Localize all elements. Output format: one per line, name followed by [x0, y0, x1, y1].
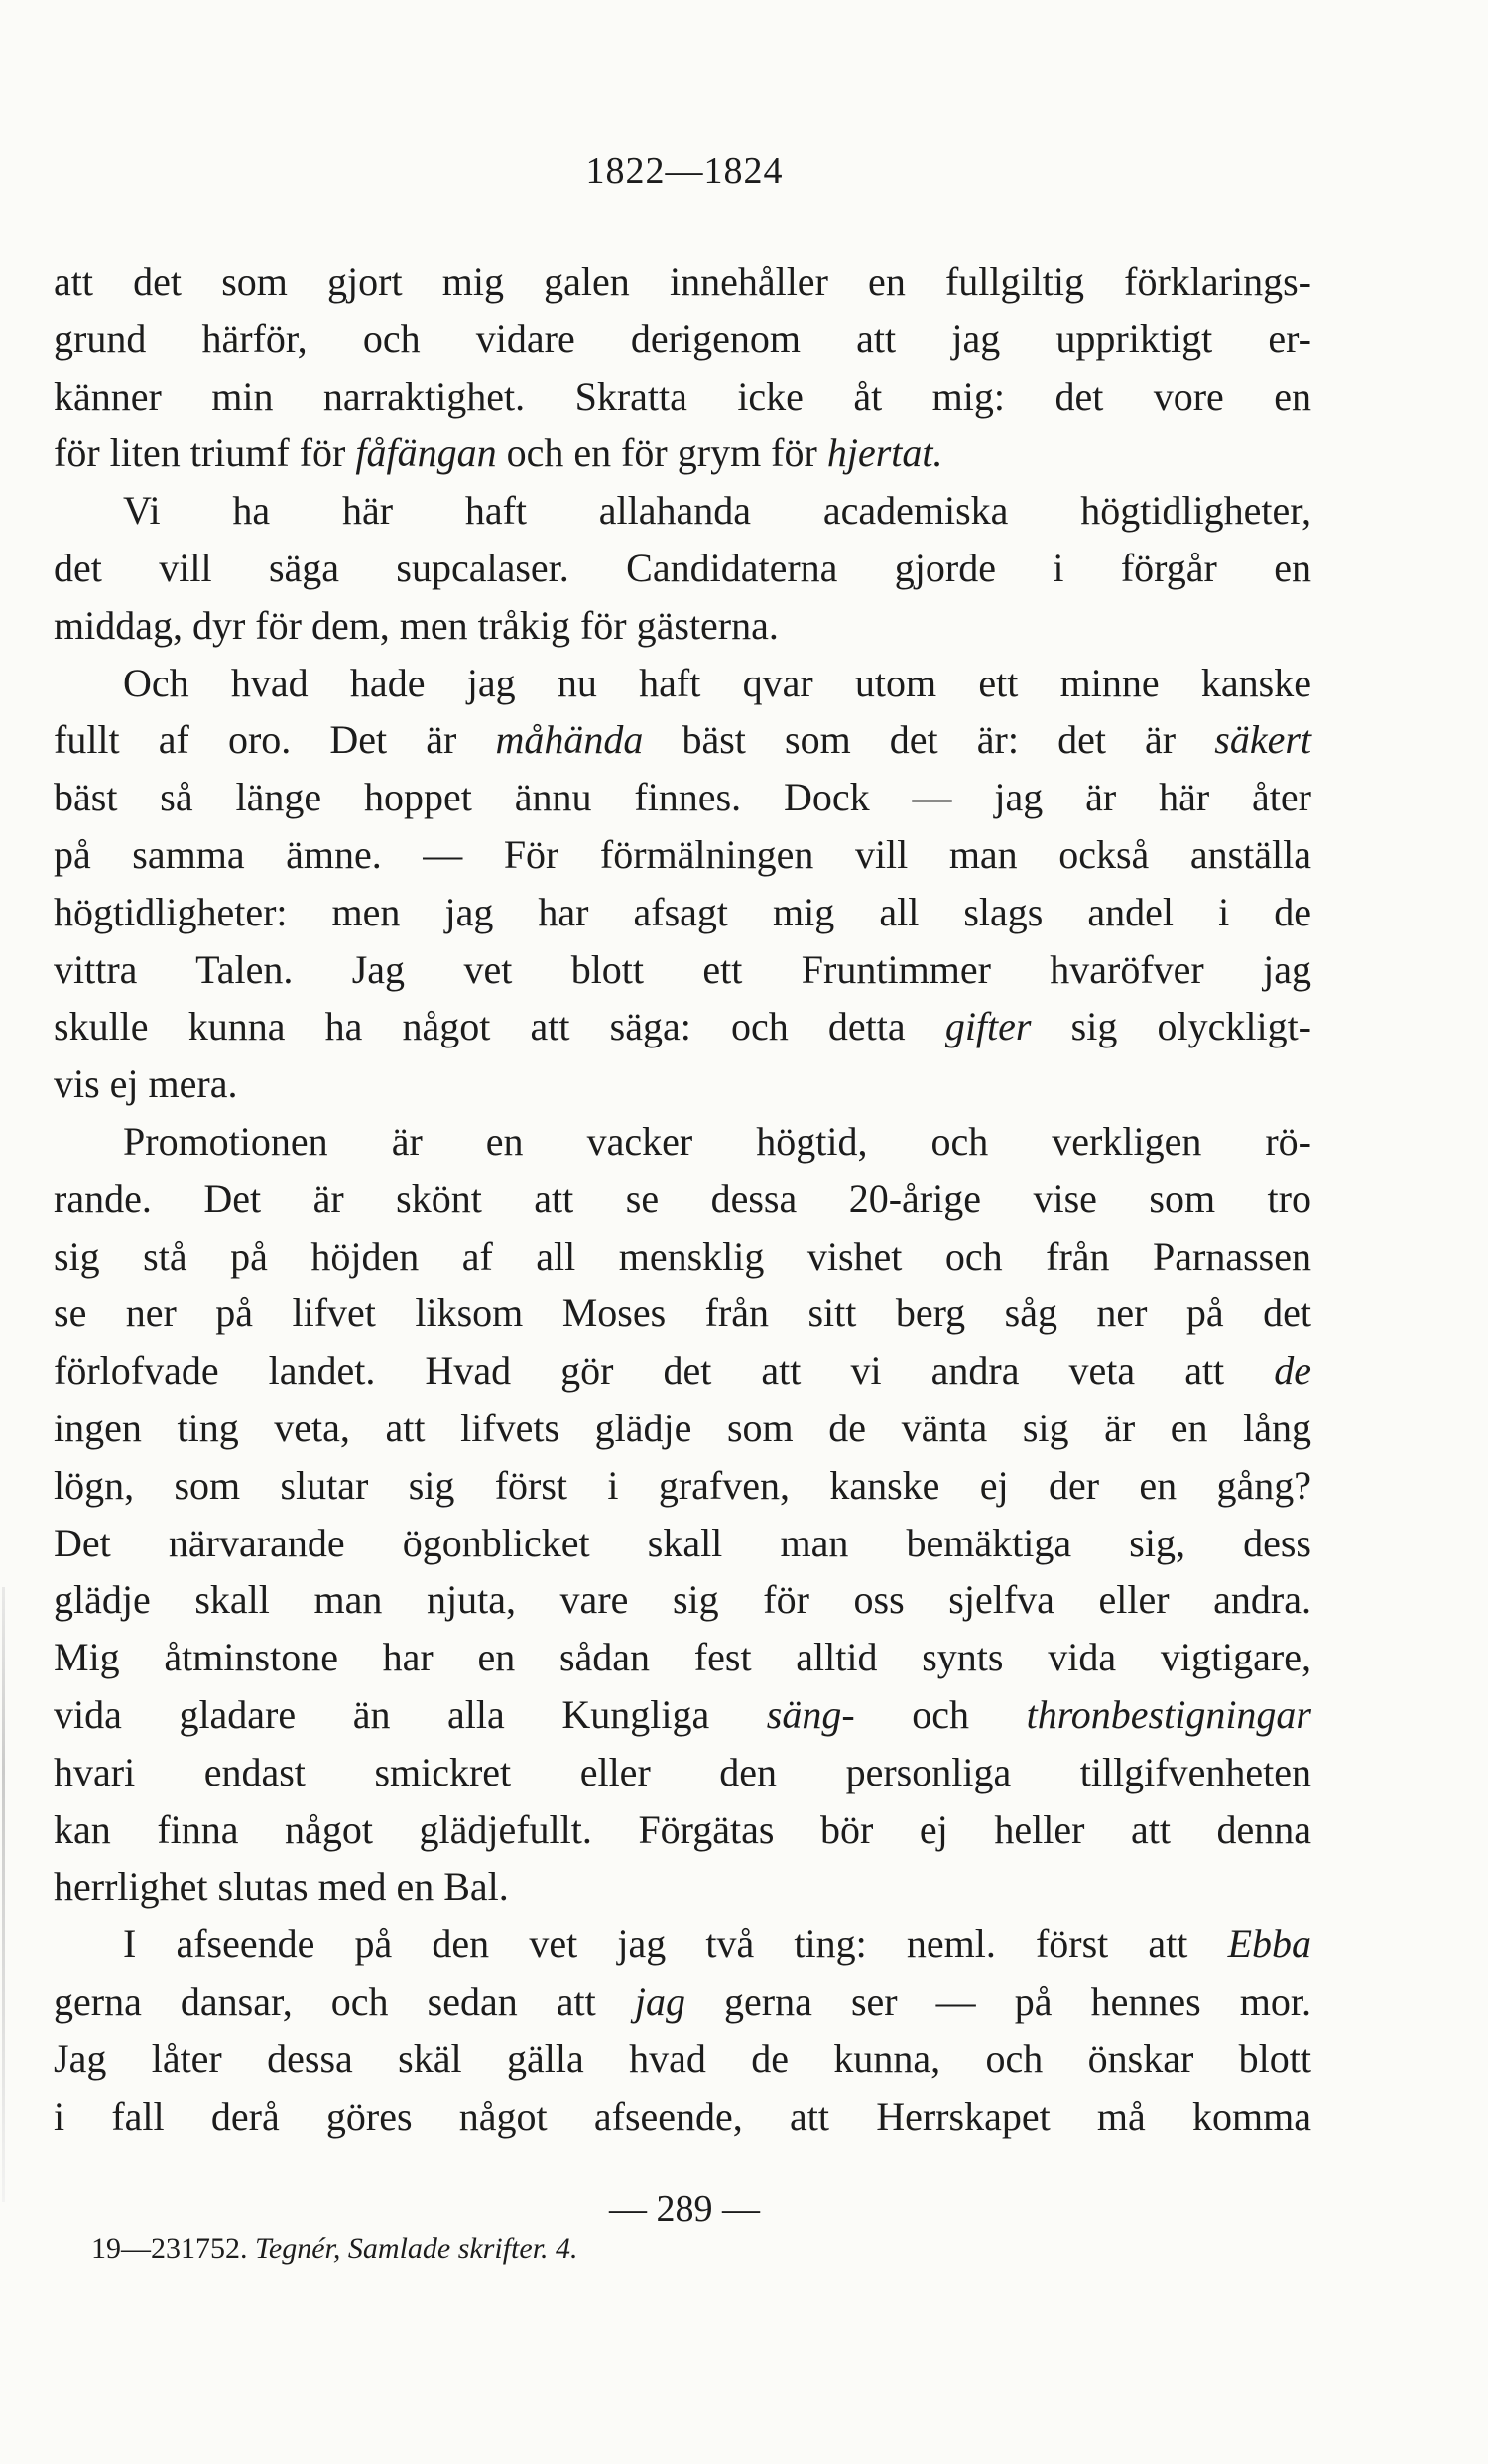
text-line: [54, 711, 1311, 769]
text-segment: Promotionen är en vacker högtid, och verkligen rö-: [123, 1118, 1311, 1164]
text-segment: hvari endast smickret eller den personliga tillgifvenheten: [54, 1749, 1311, 1794]
text-line: [54, 368, 1311, 426]
text-line: [54, 253, 1311, 310]
text-line: [54, 1744, 1311, 1801]
text-segment: och: [854, 1691, 1027, 1737]
text-segment: ingen ting veta, att lifvets glädje som de vänta sig är en lång: [54, 1405, 1311, 1450]
text-segment: Och hvad hade jag nu haft qvar utom ett minne kanske: [123, 660, 1311, 705]
scan-edge-shadow: [2, 1587, 5, 2202]
text-segment: kan finna något glädjefullt. Förgätas bör ej heller att denna: [54, 1806, 1311, 1852]
text-line: [54, 425, 1311, 482]
italic-segment: säng-: [766, 1691, 855, 1737]
text-segment: vis ej mera.: [54, 1061, 238, 1107]
text-line: [54, 1686, 1311, 1744]
text-line: [54, 1228, 1311, 1286]
text-segment: att det som gjort mig galen innehåller en fullgiltig förklarings-: [54, 259, 1311, 304]
signature-title: Tegnér, Samlade skrifter. 4.: [255, 2232, 578, 2265]
text-line: [54, 655, 1311, 712]
italic-segment: gifter: [944, 1004, 1032, 1049]
text-segment: bäst så länge hoppet ännu finnes. Dock — jag är här åter: [54, 775, 1311, 820]
text-line: [54, 597, 1311, 655]
text-segment: rande. Det är skönt att se dessa 20-årige vise som tro: [54, 1175, 1311, 1221]
text-line: [54, 540, 1311, 597]
text-segment: Jag låter dessa skäl gälla hvad de kunna, och önskar blott: [54, 2035, 1311, 2081]
signature-number: 19—231752.: [91, 2232, 255, 2265]
text-segment: Vi ha här haft allahanda academiska högtidligheter,: [123, 488, 1311, 534]
text-segment: grund härför, och vidare derigenom att jag uppriktigt er-: [54, 315, 1311, 361]
text-segment: sig olyckligt-: [1031, 1004, 1311, 1049]
text-line: [54, 1055, 1311, 1113]
text-segment: Mig åtminstone har en sådan fest alltid synts vida vigtigare,: [54, 1635, 1311, 1680]
text-segment: högtidligheter: men jag har afsagt mig all slags andel i de: [54, 889, 1311, 934]
text-line: [54, 1113, 1311, 1170]
text-segment: för liten triumf för: [54, 431, 356, 476]
text-segment: bäst som det är: det är: [643, 717, 1215, 763]
running-header: 1822—1824: [585, 150, 784, 191]
text-line: [54, 1170, 1311, 1228]
text-segment: och en för grym för: [496, 431, 827, 476]
text-line: [54, 482, 1311, 540]
text-segment: vittra Talen. Jag vet blott ett Fruntimmer hvaröfver jag: [54, 946, 1311, 992]
italic-segment: måhända: [495, 717, 644, 763]
italic-segment: hjertat.: [826, 431, 943, 476]
text-segment: förlofvade landet. Hvad gör det att vi andra veta att: [54, 1348, 1275, 1394]
printer-signature: [91, 2232, 578, 2266]
text-line: [54, 1858, 1311, 1915]
italic-segment: fåfängan: [355, 431, 497, 476]
text-segment: i fall derå göres något afseende, att Herrskapet må komma: [54, 2093, 1311, 2139]
text-segment: se ner på lifvet liksom Moses från sitt berg såg ner på det: [54, 1291, 1311, 1336]
text-segment: glädje skall man njuta, vare sig för oss sjelfva eller andra.: [54, 1577, 1311, 1623]
text-line: [54, 1285, 1311, 1342]
text-line: [54, 1629, 1311, 1686]
text-segment: vida gladare än alla Kungliga: [54, 1691, 767, 1737]
text-segment: fullt af oro. Det är: [54, 717, 496, 763]
text-line: [54, 1342, 1311, 1400]
text-segment: Det närvarande ögonblicket skall man bemäktiga sig, dess: [54, 1520, 1311, 1565]
text-segment: känner min narraktighet. Skratta icke åt mig: det vore en: [54, 373, 1311, 419]
text-segment: skulle kunna ha något att säga: och detta: [54, 1004, 945, 1049]
text-line: [54, 1915, 1311, 1973]
text-line: [54, 1571, 1311, 1629]
body-text: [54, 253, 1311, 2145]
text-segment: I afseende på den vet jag två ting: neml. först att: [123, 1921, 1228, 1967]
text-line: [54, 1801, 1311, 1859]
text-line: [54, 1515, 1311, 1572]
text-segment: herrlighet slutas med en Bal.: [54, 1864, 509, 1910]
text-segment: det vill säga supcalaser. Candidaterna gjorde i förgår en: [54, 545, 1311, 590]
text-line: [54, 1457, 1311, 1515]
text-segment: på samma ämne. — För förmälningen vill man också anställa: [54, 831, 1311, 877]
italic-segment: jag: [634, 1978, 685, 2024]
text-line: [54, 998, 1311, 1055]
text-line: [54, 2031, 1311, 2088]
text-segment: gerna dansar, och sedan att: [54, 1978, 635, 2024]
text-segment: gerna ser — på hennes mor.: [684, 1978, 1311, 2024]
italic-segment: de: [1274, 1348, 1311, 1394]
text-segment: middag, dyr för dem, men tråkig för gästerna.: [54, 602, 779, 648]
text-line: [54, 1400, 1311, 1457]
text-line: [54, 884, 1311, 941]
italic-segment: säkert: [1214, 717, 1312, 763]
text-line: [54, 310, 1311, 368]
italic-segment: Ebba: [1227, 1921, 1311, 1967]
page-number: — 289 —: [609, 2188, 760, 2230]
text-line: [54, 826, 1311, 884]
text-line: [54, 1973, 1311, 2031]
text-segment: sig stå på höjden af all mensklig vishet och från Parnassen: [54, 1233, 1311, 1279]
text-line: [54, 941, 1311, 999]
text-line: [54, 2088, 1311, 2146]
italic-segment: thronbestigningar: [1026, 1691, 1311, 1737]
text-segment: lögn, som slutar sig först i grafven, kanske ej der en gång?: [54, 1462, 1311, 1508]
text-line: [54, 769, 1311, 826]
